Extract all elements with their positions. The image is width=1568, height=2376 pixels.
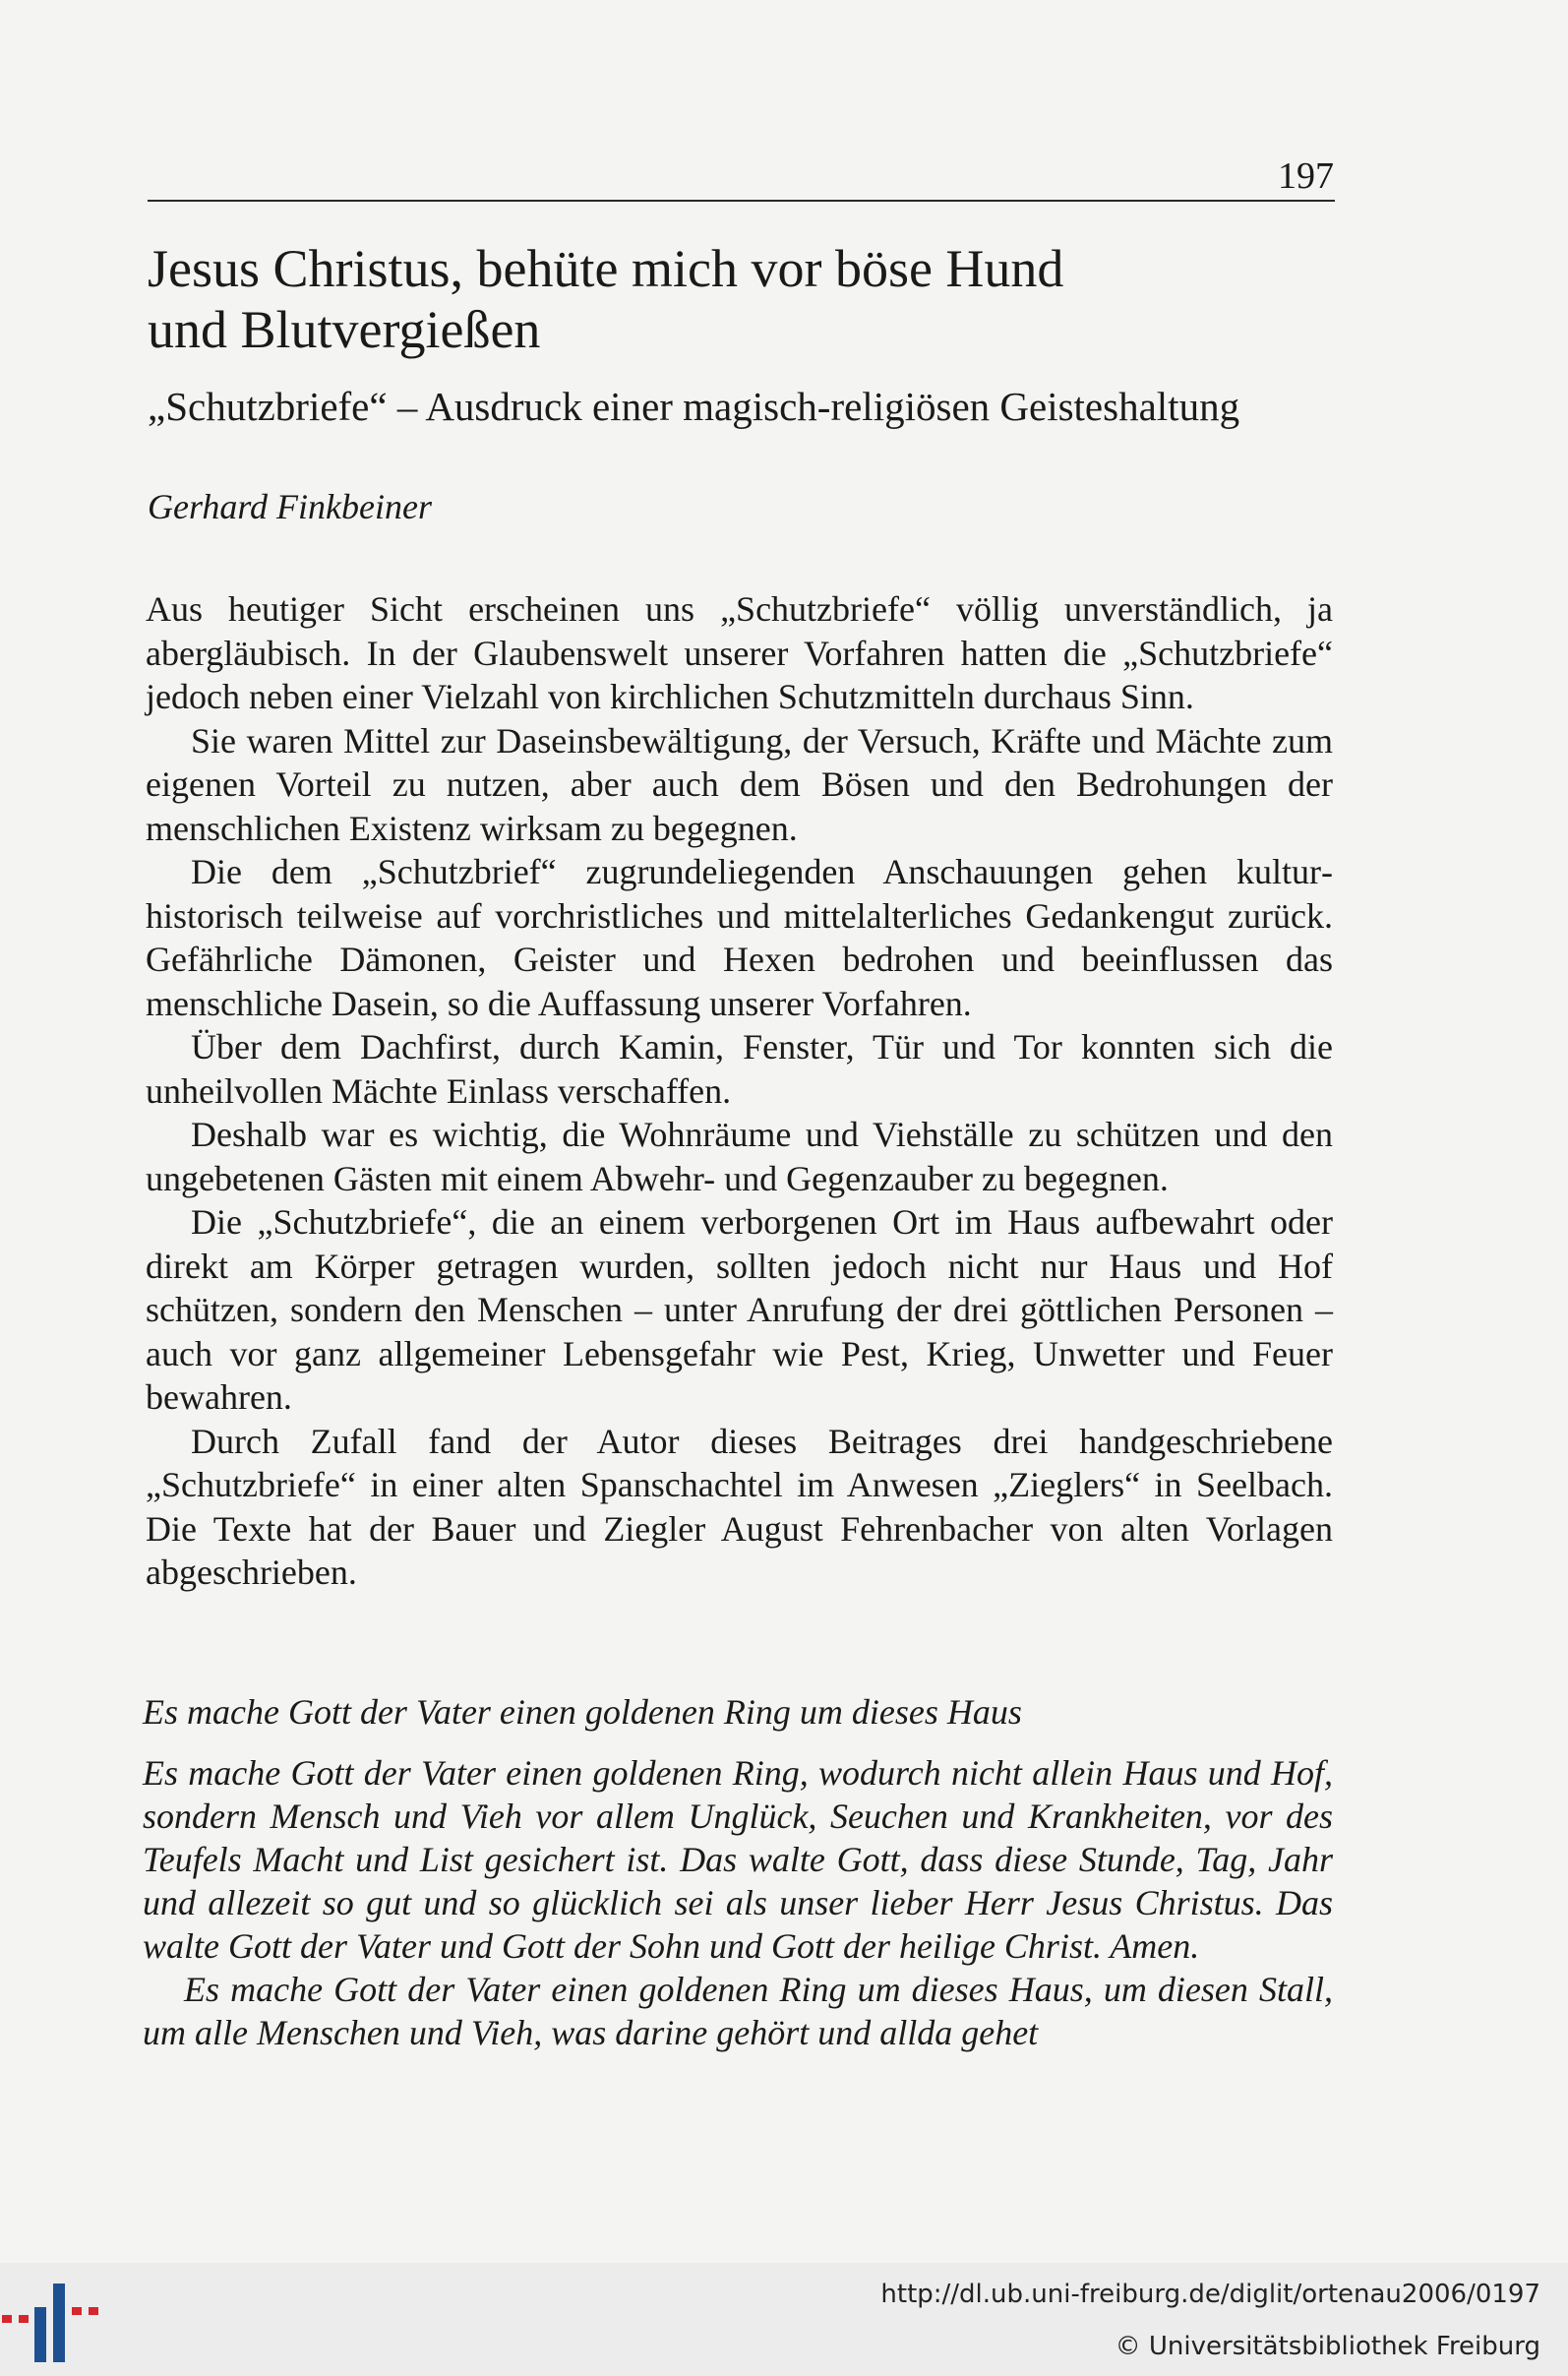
header-rule bbox=[148, 200, 1335, 202]
article-title-line-2: und Blutvergießen bbox=[148, 300, 541, 359]
article-body bbox=[146, 587, 1333, 1595]
quoted-text bbox=[143, 1751, 1333, 2054]
viewer-footer bbox=[0, 2263, 1568, 2376]
body-paragraph: Die „Schutzbriefe“, die an einem verborgenen Ort im Haus aufbewahrt oder direkt am Körper getragen wurden, sollten jedoch nicht nur Haus und Hof schützen, sondern den Menschen – unter Anrufung der drei göttlichen Personen – auch vor ganz allgemeiner Lebensgefahr wie Pest, Krieg, Unwetter und Feuer bewahren. bbox=[146, 1202, 1333, 1417]
section-heading: Es mache Gott der Vater einen goldenen Ring um dieses Haus bbox=[143, 1692, 1022, 1732]
article-title-line-1: Jesus Christus, behüte mich vor böse Hund bbox=[148, 239, 1064, 298]
body-paragraph: Durch Zufall fand der Autor dieses Beitrages drei handgeschriebene „Schutzbriefe“ in einer alten Spanschachtel im Anwesen „Zieglers“ in Seelbach. Die Texte hat der Bauer und Ziegler August Fehrenbacher von alten Vorlagen abgeschrieben. bbox=[146, 1421, 1333, 1592]
body-paragraph: Deshalb war es wichtig, die Wohnräume und Viehställe zu schützen und den ungebetenen Gästen mit einem Abwehr- und Gegenzauber zu begegnen. bbox=[146, 1115, 1333, 1198]
quote-paragraph: Es mache Gott der Vater einen goldenen Ring, wodurch nicht allein Haus und Hof, sondern Mensch und Vieh vor allem Unglück, Seuchen und Krankheiten, vor des Teufels Macht und List gesichert ist. Das walte Gott, dass diese Stunde, Tag, Jahr und allezeit so gut und so glücklich sei als unser lieber Herr Jesus Christus. Das walte Gott der Vater und Gott der Sohn und Gott der heilige Christ. Amen. bbox=[143, 1753, 1333, 1966]
ub-freiburg-logo-icon[interactable] bbox=[0, 2280, 108, 2368]
body-paragraph: Aus heutiger Sicht erscheinen uns „Schutzbriefe“ völlig unverständlich, ja abergläubisch. In der Glaubenswelt unserer Vorfahren hatten die „Schutzbriefe“ jedoch neben einer Vielzahl von kirchlichen Schutzmitteln durchaus Sinn. bbox=[146, 589, 1333, 716]
author-name: Gerhard Finkbeiner bbox=[148, 487, 432, 526]
article-subtitle: „Schutzbriefe“ – Ausdruck einer magisch-religiösen Geisteshaltung bbox=[148, 384, 1240, 429]
body-paragraph: Die dem „Schutzbrief“ zugrundeliegenden Anschauungen gehen kulturhistorisch teilweise auf vorchristliches und mittelalterliches Gedankengut zurück. Gefährliche Dämonen, Geister und Hexen bedrohen und beeinflussen das menschliche Dasein, so die Auffassung unserer Vorfahren. bbox=[146, 852, 1333, 1023]
page-number: 197 bbox=[1278, 155, 1334, 197]
quote-paragraph: Es mache Gott der Vater einen goldenen Ring um dieses Haus, um diesen Stall, um alle Menschen und Vieh, was darine gehört und allda gehet bbox=[143, 1970, 1333, 2052]
copyright-notice: © Universitätsbibliothek Freiburg bbox=[1115, 2332, 1540, 2361]
body-paragraph: Sie waren Mittel zur Daseinsbewältigung, der Versuch, Kräfte und Mächte zum eigenen Vorteil zu nutzen, aber auch dem Bösen und den Bedrohungen der menschlichen Existenz wirksam zu begegnen. bbox=[146, 720, 1333, 848]
article-title bbox=[148, 238, 1335, 360]
body-paragraph: Über dem Dachfirst, durch Kamin, Fenster, Tür und Tor konnten sich die unheilvollen Mächte Einlass verschaffen. bbox=[146, 1027, 1333, 1111]
permalink-url[interactable]: http://dl.ub.uni-freiburg.de/diglit/ortenau2006/0197 bbox=[880, 2280, 1540, 2309]
